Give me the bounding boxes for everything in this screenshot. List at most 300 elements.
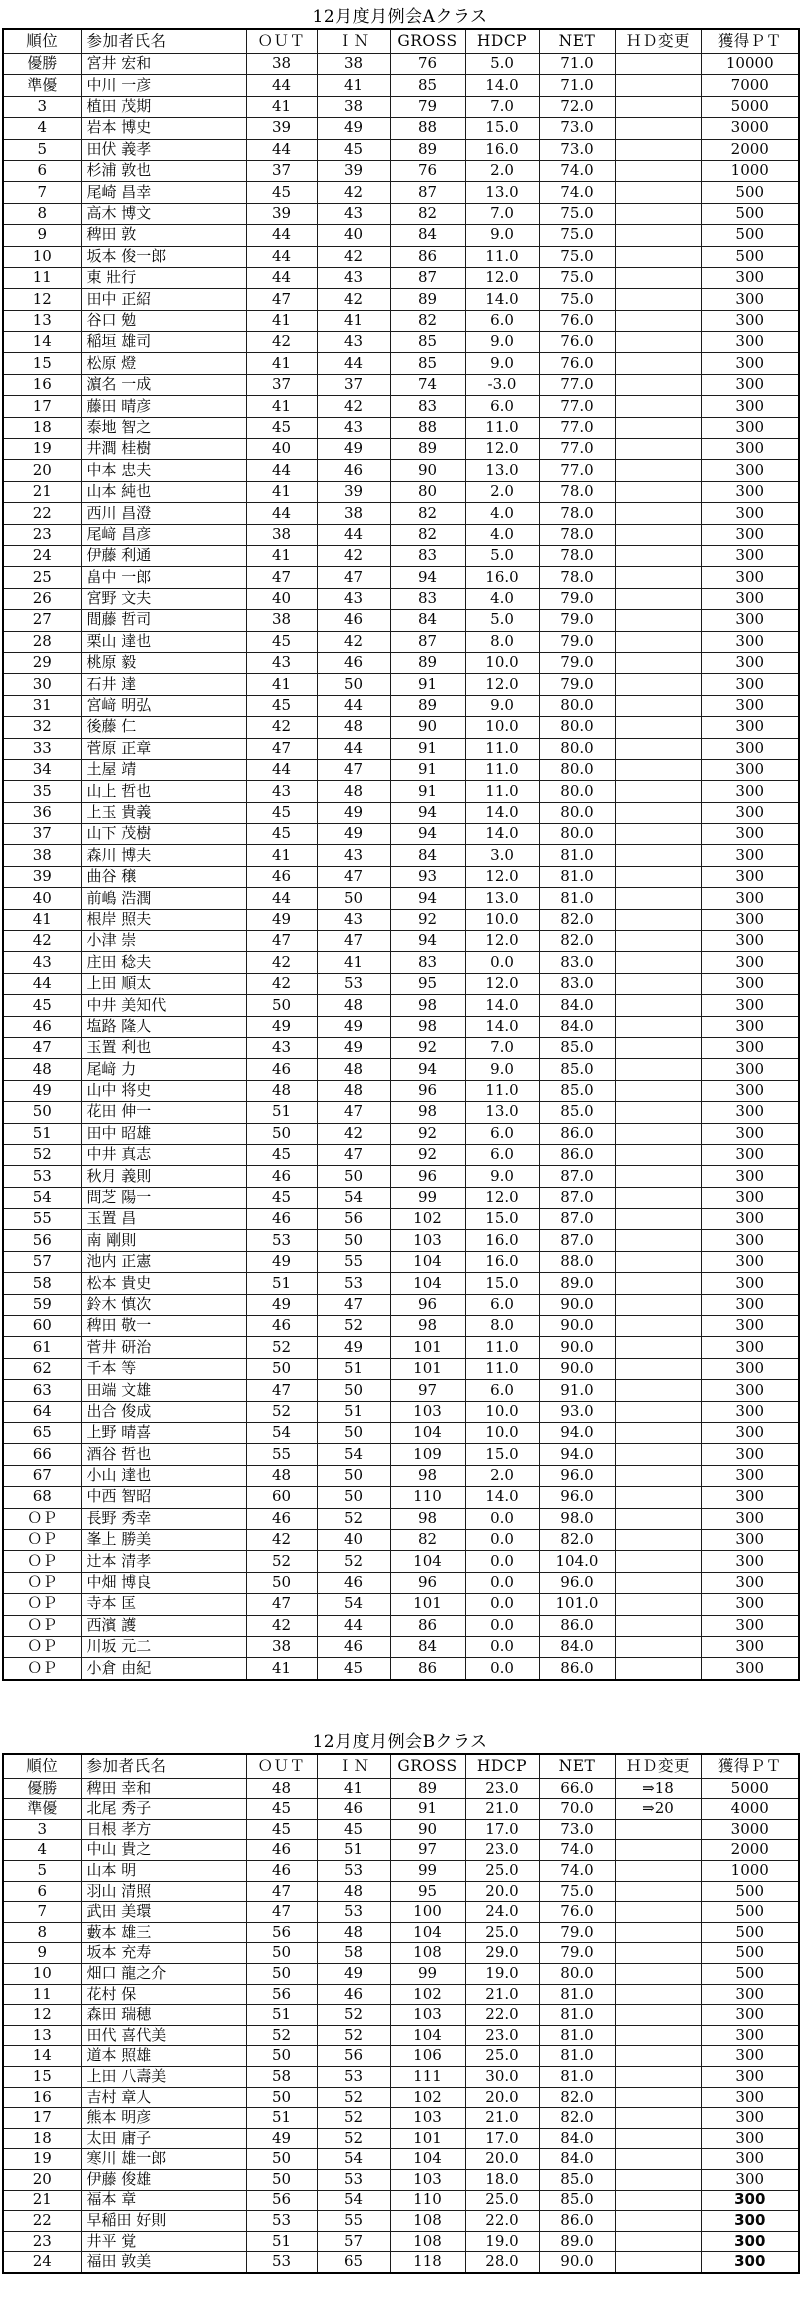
points-cell: 300 — [701, 2128, 799, 2149]
name-cell: 後藤 仁 — [81, 717, 246, 738]
net-cell: 87.0 — [539, 1166, 615, 1187]
out-cell: 46 — [246, 1840, 317, 1861]
name-cell: 杉浦 敦也 — [81, 160, 246, 181]
net-cell: 80.0 — [539, 759, 615, 780]
in-cell: 37 — [317, 374, 390, 395]
net-cell: 85.0 — [539, 1037, 615, 1058]
gross-cell: 84 — [390, 845, 465, 866]
hdcp-cell: 16.0 — [465, 1251, 539, 1272]
net-cell: 80.0 — [539, 781, 615, 802]
out-cell: 52 — [246, 1551, 317, 1572]
hdcp-cell: 17.0 — [465, 1819, 539, 1840]
hd-change-cell — [615, 2025, 701, 2046]
rank-cell: 52 — [3, 1144, 81, 1165]
table-row — [3, 246, 799, 267]
net-cell: 79.0 — [539, 588, 615, 609]
out-cell: 49 — [246, 909, 317, 930]
net-cell: 84.0 — [539, 2149, 615, 2170]
points-cell: 300 — [701, 2046, 799, 2067]
out-cell: 50 — [246, 1572, 317, 1593]
hdcp-cell: 6.0 — [465, 310, 539, 331]
name-cell: 宮﨑 明弘 — [81, 695, 246, 716]
name-cell: 尾﨑 昌彦 — [81, 524, 246, 545]
hd-change-cell — [615, 225, 701, 246]
points-cell: 300 — [701, 503, 799, 524]
name-cell: 曲谷 穣 — [81, 866, 246, 887]
net-cell: 78.0 — [539, 481, 615, 502]
name-cell: 井澗 桂樹 — [81, 439, 246, 460]
rank-cell: 6 — [3, 1881, 81, 1902]
table-row — [3, 225, 799, 246]
name-cell: 坂本 充寿 — [81, 1943, 246, 1964]
in-cell: 53 — [317, 2067, 390, 2088]
rank-cell: 64 — [3, 1401, 81, 1422]
table-row — [3, 1144, 799, 1165]
gross-cell: 101 — [390, 1337, 465, 1358]
rank-cell: 4 — [3, 1840, 81, 1861]
hdcp-cell: 15.0 — [465, 118, 539, 139]
points-cell: 500 — [701, 1922, 799, 1943]
gross-cell: 91 — [390, 759, 465, 780]
points-cell: 500 — [701, 1902, 799, 1923]
hdcp-cell: 0.0 — [465, 952, 539, 973]
points-cell: 300 — [701, 439, 799, 460]
column-header: ＨＤ変更 — [615, 1754, 701, 1779]
net-cell: 74.0 — [539, 182, 615, 203]
gross-cell: 84 — [390, 225, 465, 246]
net-cell: 86.0 — [539, 1144, 615, 1165]
out-cell: 47 — [246, 1902, 317, 1923]
hd-change-cell — [615, 1465, 701, 1486]
rank-cell: 11 — [3, 267, 81, 288]
in-cell: 44 — [317, 738, 390, 759]
hd-change-cell — [615, 631, 701, 652]
net-cell: 79.0 — [539, 1922, 615, 1943]
class-a-section — [0, 2, 800, 1681]
hdcp-cell: 6.0 — [465, 1144, 539, 1165]
net-cell: 71.0 — [539, 54, 615, 75]
hd-change-cell — [615, 866, 701, 887]
table-row — [3, 588, 799, 609]
hdcp-cell: 8.0 — [465, 631, 539, 652]
out-cell: 46 — [246, 1059, 317, 1080]
rank-cell: 17 — [3, 2108, 81, 2129]
net-cell: 82.0 — [539, 931, 615, 952]
rank-cell: 28 — [3, 631, 81, 652]
net-cell: 82.0 — [539, 909, 615, 930]
points-cell: 300 — [701, 2149, 799, 2170]
name-cell: 畑口 龍之介 — [81, 1964, 246, 1985]
gross-cell: 86 — [390, 1658, 465, 1680]
hd-change-cell — [615, 417, 701, 438]
table-row — [3, 1123, 799, 1144]
table-row — [3, 2005, 799, 2026]
out-cell: 44 — [246, 267, 317, 288]
table-row — [3, 1209, 799, 1230]
hdcp-cell: 5.0 — [465, 610, 539, 631]
net-cell: 98.0 — [539, 1508, 615, 1529]
out-cell: 37 — [246, 374, 317, 395]
rank-cell: ＯＰ — [3, 1529, 81, 1550]
hdcp-cell: 5.0 — [465, 54, 539, 75]
rank-cell: 58 — [3, 1273, 81, 1294]
name-cell: 泰地 智之 — [81, 417, 246, 438]
net-cell: 94.0 — [539, 1444, 615, 1465]
table-row — [3, 888, 799, 909]
hdcp-cell: 0.0 — [465, 1529, 539, 1550]
net-cell: 81.0 — [539, 845, 615, 866]
header-row — [3, 29, 799, 54]
points-cell: 300 — [701, 888, 799, 909]
out-cell: 49 — [246, 1016, 317, 1037]
rank-cell: 9 — [3, 225, 81, 246]
net-cell: 81.0 — [539, 1984, 615, 2005]
points-cell: 300 — [701, 1273, 799, 1294]
in-cell: 44 — [317, 695, 390, 716]
points-cell: 300 — [701, 1551, 799, 1572]
class-a-title: 12月度月例会Aクラス — [312, 7, 488, 27]
points-cell: 300 — [701, 1187, 799, 1208]
table-row — [3, 610, 799, 631]
out-cell: 44 — [246, 225, 317, 246]
gross-cell: 96 — [390, 1166, 465, 1187]
out-cell: 44 — [246, 503, 317, 524]
net-cell: 77.0 — [539, 396, 615, 417]
out-cell: 41 — [246, 845, 317, 866]
hdcp-cell: 4.0 — [465, 503, 539, 524]
hd-change-cell: ⇒20 — [615, 1799, 701, 1820]
rank-cell: 15 — [3, 353, 81, 374]
hdcp-cell: 6.0 — [465, 1294, 539, 1315]
hdcp-cell: 14.0 — [465, 289, 539, 310]
name-cell: 坂本 俊一郎 — [81, 246, 246, 267]
name-cell: 花村 保 — [81, 1984, 246, 2005]
rank-cell: 20 — [3, 460, 81, 481]
net-cell: 81.0 — [539, 2046, 615, 2067]
rank-cell: 53 — [3, 1166, 81, 1187]
gross-cell: 89 — [390, 695, 465, 716]
in-cell: 49 — [317, 1037, 390, 1058]
name-cell: 中畑 博良 — [81, 1572, 246, 1593]
name-cell: 岩本 博史 — [81, 118, 246, 139]
hd-change-cell — [615, 246, 701, 267]
net-cell: 84.0 — [539, 1636, 615, 1657]
hd-change-cell — [615, 118, 701, 139]
points-cell: 300 — [701, 1294, 799, 1315]
hd-change-cell — [615, 160, 701, 181]
column-header: 順位 — [3, 1754, 81, 1779]
gross-cell: 83 — [390, 396, 465, 417]
points-cell: 300 — [701, 631, 799, 652]
hdcp-cell: 25.0 — [465, 2046, 539, 2067]
name-cell: 花田 伸一 — [81, 1102, 246, 1123]
gross-cell: 104 — [390, 1423, 465, 1444]
table-row — [3, 118, 799, 139]
name-cell: 鈴木 慎次 — [81, 1294, 246, 1315]
rank-cell: 24 — [3, 2252, 81, 2273]
in-cell: 42 — [317, 631, 390, 652]
hdcp-cell: 29.0 — [465, 1943, 539, 1964]
hd-change-cell — [615, 374, 701, 395]
rank-cell: 31 — [3, 695, 81, 716]
hdcp-cell: 30.0 — [465, 2067, 539, 2088]
rank-cell: 5 — [3, 1861, 81, 1882]
out-cell: 51 — [246, 2005, 317, 2026]
table-row — [3, 2169, 799, 2190]
hdcp-cell: -3.0 — [465, 374, 539, 395]
points-cell: 300 — [701, 738, 799, 759]
points-cell: 500 — [701, 1964, 799, 1985]
name-cell: 酒谷 哲也 — [81, 1444, 246, 1465]
hdcp-cell: 11.0 — [465, 1358, 539, 1379]
hd-change-cell — [615, 1444, 701, 1465]
net-cell: 84.0 — [539, 2128, 615, 2149]
net-cell: 87.0 — [539, 1230, 615, 1251]
name-cell: 峯上 勝美 — [81, 1529, 246, 1550]
points-cell: 300 — [701, 1166, 799, 1187]
gross-cell: 111 — [390, 2067, 465, 2088]
out-cell: 45 — [246, 695, 317, 716]
out-cell: 45 — [246, 182, 317, 203]
out-cell: 40 — [246, 588, 317, 609]
hdcp-cell: 10.0 — [465, 652, 539, 673]
out-cell: 47 — [246, 567, 317, 588]
hdcp-cell: 11.0 — [465, 246, 539, 267]
points-cell: 300 — [701, 1144, 799, 1165]
points-cell: 300 — [701, 1059, 799, 1080]
hd-change-cell — [615, 54, 701, 75]
table-row — [3, 374, 799, 395]
in-cell: 42 — [317, 396, 390, 417]
hdcp-cell: 22.0 — [465, 2211, 539, 2232]
in-cell: 48 — [317, 717, 390, 738]
in-cell: 52 — [317, 2005, 390, 2026]
in-cell: 40 — [317, 225, 390, 246]
rank-cell: 47 — [3, 1037, 81, 1058]
hdcp-cell: 17.0 — [465, 2128, 539, 2149]
gross-cell: 108 — [390, 2211, 465, 2232]
hd-change-cell — [615, 332, 701, 353]
table-row — [3, 267, 799, 288]
hdcp-cell: 14.0 — [465, 1487, 539, 1508]
points-cell: 500 — [701, 203, 799, 224]
rank-cell: ＯＰ — [3, 1551, 81, 1572]
hdcp-cell: 10.0 — [465, 1423, 539, 1444]
name-cell: 西濱 護 — [81, 1615, 246, 1636]
table-row — [3, 2025, 799, 2046]
rank-cell: 21 — [3, 2190, 81, 2211]
gross-cell: 84 — [390, 1636, 465, 1657]
gross-cell: 104 — [390, 2025, 465, 2046]
points-cell: 300 — [701, 866, 799, 887]
gross-cell: 83 — [390, 545, 465, 566]
hd-change-cell — [615, 845, 701, 866]
table-row — [3, 2128, 799, 2149]
in-cell: 50 — [317, 1487, 390, 1508]
name-cell: 田代 喜代美 — [81, 2025, 246, 2046]
name-cell: 庄田 稔夫 — [81, 952, 246, 973]
in-cell: 44 — [317, 1615, 390, 1636]
gross-cell: 104 — [390, 1551, 465, 1572]
out-cell: 52 — [246, 1337, 317, 1358]
in-cell: 43 — [317, 909, 390, 930]
rank-cell: 22 — [3, 503, 81, 524]
hdcp-cell: 14.0 — [465, 802, 539, 823]
out-cell: 50 — [246, 1943, 317, 1964]
gross-cell: 79 — [390, 96, 465, 117]
points-cell: 300 — [701, 1487, 799, 1508]
table-row — [3, 2190, 799, 2211]
hd-change-cell — [615, 481, 701, 502]
gross-cell: 89 — [390, 439, 465, 460]
rank-cell: ＯＰ — [3, 1572, 81, 1593]
in-cell: 46 — [317, 1572, 390, 1593]
rank-cell: 61 — [3, 1337, 81, 1358]
points-cell: 300 — [701, 909, 799, 930]
net-cell: 87.0 — [539, 1209, 615, 1230]
out-cell: 47 — [246, 738, 317, 759]
in-cell: 53 — [317, 1861, 390, 1882]
points-cell: 300 — [701, 1209, 799, 1230]
class-b-section — [0, 1727, 800, 2274]
out-cell: 47 — [246, 289, 317, 310]
gross-cell: 91 — [390, 738, 465, 759]
name-cell: 寒川 雄一郎 — [81, 2149, 246, 2170]
out-cell: 42 — [246, 1615, 317, 1636]
hd-change-cell — [615, 652, 701, 673]
hd-change-cell — [615, 2128, 701, 2149]
rank-cell: 8 — [3, 203, 81, 224]
out-cell: 49 — [246, 1294, 317, 1315]
table-row — [3, 738, 799, 759]
rank-cell: 22 — [3, 2211, 81, 2232]
out-cell: 41 — [246, 1658, 317, 1680]
hdcp-cell: 9.0 — [465, 695, 539, 716]
hdcp-cell: 2.0 — [465, 1465, 539, 1486]
net-cell: 81.0 — [539, 888, 615, 909]
in-cell: 54 — [317, 1594, 390, 1615]
points-cell: 500 — [701, 182, 799, 203]
net-cell: 75.0 — [539, 203, 615, 224]
rank-cell: 10 — [3, 1964, 81, 1985]
name-cell: 池内 正憲 — [81, 1251, 246, 1272]
hd-change-cell — [615, 588, 701, 609]
out-cell: 41 — [246, 310, 317, 331]
out-cell: 39 — [246, 203, 317, 224]
hdcp-cell: 19.0 — [465, 2231, 539, 2252]
gross-cell: 103 — [390, 2169, 465, 2190]
net-cell: 96.0 — [539, 1572, 615, 1593]
points-cell: 300 — [701, 695, 799, 716]
out-cell: 45 — [246, 1819, 317, 1840]
out-cell: 45 — [246, 631, 317, 652]
name-cell: 秋月 義則 — [81, 1166, 246, 1187]
in-cell: 43 — [317, 588, 390, 609]
rank-cell: 7 — [3, 182, 81, 203]
hd-change-cell — [615, 1166, 701, 1187]
column-header: ＨＤ変更 — [615, 29, 701, 54]
hd-change-cell — [615, 1840, 701, 1861]
gross-cell: 76 — [390, 54, 465, 75]
rank-cell: 33 — [3, 738, 81, 759]
rank-cell: 4 — [3, 118, 81, 139]
points-cell: 300 — [701, 1102, 799, 1123]
gross-cell: 97 — [390, 1380, 465, 1401]
hdcp-cell: 7.0 — [465, 96, 539, 117]
hd-change-cell — [615, 396, 701, 417]
gross-cell: 104 — [390, 1251, 465, 1272]
in-cell: 45 — [317, 139, 390, 160]
hdcp-cell: 2.0 — [465, 481, 539, 502]
net-cell: 89.0 — [539, 1273, 615, 1294]
column-header: 獲得ＰＴ — [701, 1754, 799, 1779]
points-cell: 300 — [701, 2190, 799, 2211]
in-cell: 44 — [317, 524, 390, 545]
table-row — [3, 310, 799, 331]
table-row — [3, 1964, 799, 1985]
hd-change-cell — [615, 1819, 701, 1840]
net-cell: 89.0 — [539, 2231, 615, 2252]
in-cell: 52 — [317, 2108, 390, 2129]
hdcp-cell: 10.0 — [465, 909, 539, 930]
name-cell: 南 剛則 — [81, 1230, 246, 1251]
hd-change-cell — [615, 2231, 701, 2252]
in-cell: 52 — [317, 1508, 390, 1529]
name-cell: 小倉 由紀 — [81, 1658, 246, 1680]
name-cell: 北尾 秀子 — [81, 1799, 246, 1820]
hd-change-cell — [615, 267, 701, 288]
hdcp-cell: 15.0 — [465, 1444, 539, 1465]
net-cell: 82.0 — [539, 2108, 615, 2129]
out-cell: 42 — [246, 1529, 317, 1550]
points-cell: 300 — [701, 973, 799, 994]
hdcp-cell: 12.0 — [465, 931, 539, 952]
in-cell: 48 — [317, 781, 390, 802]
rank-cell: 56 — [3, 1230, 81, 1251]
out-cell: 51 — [246, 2231, 317, 2252]
hd-change-cell — [615, 1401, 701, 1422]
name-cell: 尾崎 昌幸 — [81, 182, 246, 203]
hd-change-cell — [615, 1902, 701, 1923]
hd-change-cell — [615, 1316, 701, 1337]
gross-cell: 93 — [390, 866, 465, 887]
name-cell: 出合 俊成 — [81, 1401, 246, 1422]
gross-cell: 95 — [390, 1881, 465, 1902]
hdcp-cell: 12.0 — [465, 267, 539, 288]
net-cell: 77.0 — [539, 374, 615, 395]
net-cell: 86.0 — [539, 1615, 615, 1636]
out-cell: 44 — [246, 460, 317, 481]
name-cell: 間藤 哲司 — [81, 610, 246, 631]
net-cell: 75.0 — [539, 246, 615, 267]
hd-change-cell — [615, 353, 701, 374]
out-cell: 40 — [246, 439, 317, 460]
out-cell: 44 — [246, 75, 317, 96]
gross-cell: 94 — [390, 931, 465, 952]
rank-cell: 13 — [3, 2025, 81, 2046]
in-cell: 53 — [317, 1273, 390, 1294]
table-row — [3, 717, 799, 738]
points-cell: 300 — [701, 460, 799, 481]
hd-change-cell — [615, 2005, 701, 2026]
out-cell: 56 — [246, 1922, 317, 1943]
name-cell: 谷口 勉 — [81, 310, 246, 331]
in-cell: 43 — [317, 203, 390, 224]
name-cell: 中西 智昭 — [81, 1487, 246, 1508]
rank-cell: 45 — [3, 995, 81, 1016]
points-cell: 300 — [701, 2067, 799, 2088]
in-cell: 39 — [317, 160, 390, 181]
